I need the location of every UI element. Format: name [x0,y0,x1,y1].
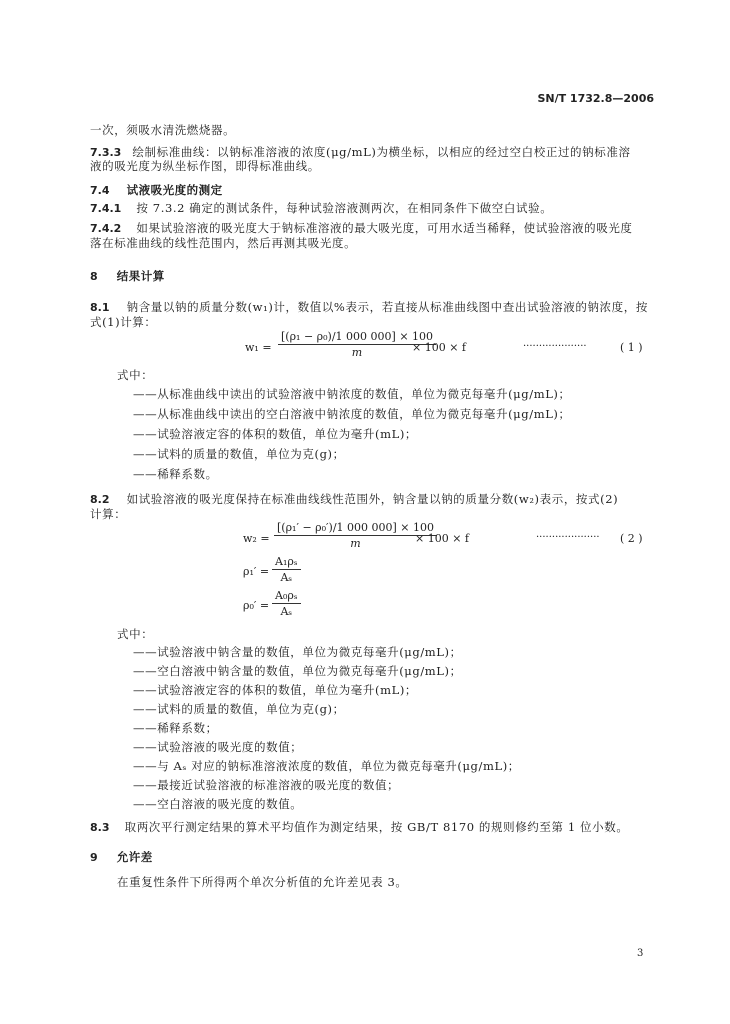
sub-equation-a-numerator: A₁ρₛ [272,555,301,570]
section-8-2 [90,488,618,507]
section-number: 8.2 [90,493,110,506]
variable-description: ——试验溶液定容的体积的数值，单位为毫升(mL)； [133,683,418,697]
variable-description: ——从标准曲线中读出的空白溶液中钠浓度的数值，单位为微克每毫升(μg/mL)； [133,407,571,421]
variable-description: ——从标准曲线中读出的试验溶液中钠浓度的数值，单位为微克每毫升(μg/mL)； [133,387,571,401]
equation-2-lhs: w₂ = [243,532,270,545]
section-title: 允许差 [116,850,153,864]
page-number: 3 [637,948,644,959]
standard-number: SN/T 1732.8—2006 [537,92,654,105]
equation-1-leader-dots: ···················· [523,341,587,352]
section-7-4-1 [90,197,552,216]
section-number: 8.1 [90,301,110,314]
equation-2-denominator: m [350,537,361,550]
equation-2-leader-dots: ···················· [536,532,600,543]
variable-description: ——试料的质量的数值，单位为克(g)； [133,702,345,716]
variable-description: ——最接近试验溶液的标准溶液的吸光度的数值； [133,778,400,792]
equation-2-fraction [274,521,437,550]
section-title: 结果计算 [116,269,165,283]
section-9-heading [90,846,153,865]
section-number: 7.4.1 [90,202,122,215]
paragraph-line: 如果试验溶液的吸光度大于钠标准溶液的最大吸光度，可用水适当稀释，使试验溶液的吸光度 [136,221,633,235]
section-7-4-2 [90,217,633,236]
section-7-3-3 [90,141,631,160]
section-number: 9 [90,851,98,864]
sub-equation-b-lhs: ρ₀′ = [243,599,270,612]
equation-1-denominator: m [351,346,363,359]
paragraph-line: 在重复性条件下所得两个单次分析值的允许差见表 3。 [117,875,408,889]
paragraph-line: 式(1)计算： [90,315,157,329]
where-intro: 式中： [117,368,154,382]
variable-description: ——试验溶液的吸光度的数值； [133,740,303,754]
sub-equation-a-fraction [272,555,301,584]
equation-1-label: ( 1 ) [620,341,643,354]
section-number: 8.3 [90,821,110,834]
equation-1-numerator: [(ρ₁ − ρ₀)/1 000 000] × 100 [278,330,436,345]
sub-equation-b-numerator: A₀ρₛ [272,589,301,604]
variable-description: ——空白溶液中钠含量的数值，单位为微克每毫升(μg/mL)； [133,664,462,678]
section-number: 7.4.2 [90,222,122,235]
equation-2-numerator: [(ρ₁′ − ρ₀′)/1 000 000] × 100 [274,521,437,536]
variable-description: ——空白溶液的吸光度的数值。 [133,797,303,811]
where-intro: 式中： [117,627,154,641]
section-title: 试液吸光度的测定 [126,183,223,197]
section-7-4-heading [90,179,223,198]
paragraph-line: 如试验溶液的吸光度保持在标准曲线线性范围外，钠含量以钠的质量分数(w₂)表示，按式(2) [126,492,619,506]
equation-2-tail: × 100 × f [415,532,469,545]
variable-description: ——稀释系数。 [133,467,218,481]
paragraph-continuation: 一次，须吸水清洗燃烧器。 [90,123,236,137]
sub-equation-b-fraction [272,589,301,618]
sub-equation-a-denominator: Aₛ [280,571,293,584]
sub-equation-b-denominator: Aₛ [280,605,293,618]
paragraph-line: 落在标准曲线的线性范围内，然后再测其吸光度。 [90,236,357,250]
variable-description: ——试料的质量的数值，单位为克(g)； [133,447,345,461]
section-8-heading [90,265,165,284]
variable-description: ——试验溶液定容的体积的数值，单位为毫升(mL)； [133,427,418,441]
paragraph-line: 液的吸光度为纵坐标作图，即得标准曲线。 [90,159,320,173]
section-number: 7.4 [90,184,110,197]
paragraph-line: 按 7.3.2 确定的测试条件，每种试验溶液测两次，在相同条件下做空白试验。 [136,201,553,215]
equation-2-label: ( 2 ) [620,532,643,545]
paragraph-line: 计算： [90,507,127,521]
section-8-1 [90,296,648,315]
variable-description: ——试验溶液中钠含量的数值，单位为微克每毫升(μg/mL)； [133,645,462,659]
sub-equation-a-lhs: ρ₁′ = [243,565,270,578]
variable-description: ——稀释系数； [133,721,218,735]
section-8-3 [90,816,628,835]
section-number: 8 [90,270,98,283]
paragraph-line: 绘制标准曲线：以钠标准溶液的浓度(μg/mL)为横坐标，以相应的经过空白校正过的钠标准溶 [132,145,631,159]
variable-description: ——与 Aₛ 对应的钠标准溶液浓度的数值，单位为微克每毫升(μg/mL)； [133,759,520,773]
section-number: 7.3.3 [90,146,122,159]
equation-1-tail: × 100 × f [412,341,466,354]
equation-1-lhs: w₁ = [245,341,272,354]
paragraph-line: 钠含量以钠的质量分数(w₁)计，数值以%表示，若直接从标准曲线图中查出试验溶液的钠浓度，按 [126,300,648,314]
paragraph-line: 取两次平行测定结果的算术平均值作为测定结果，按 GB/T 8170 的规则修约至第 1 位小数。 [124,820,629,834]
